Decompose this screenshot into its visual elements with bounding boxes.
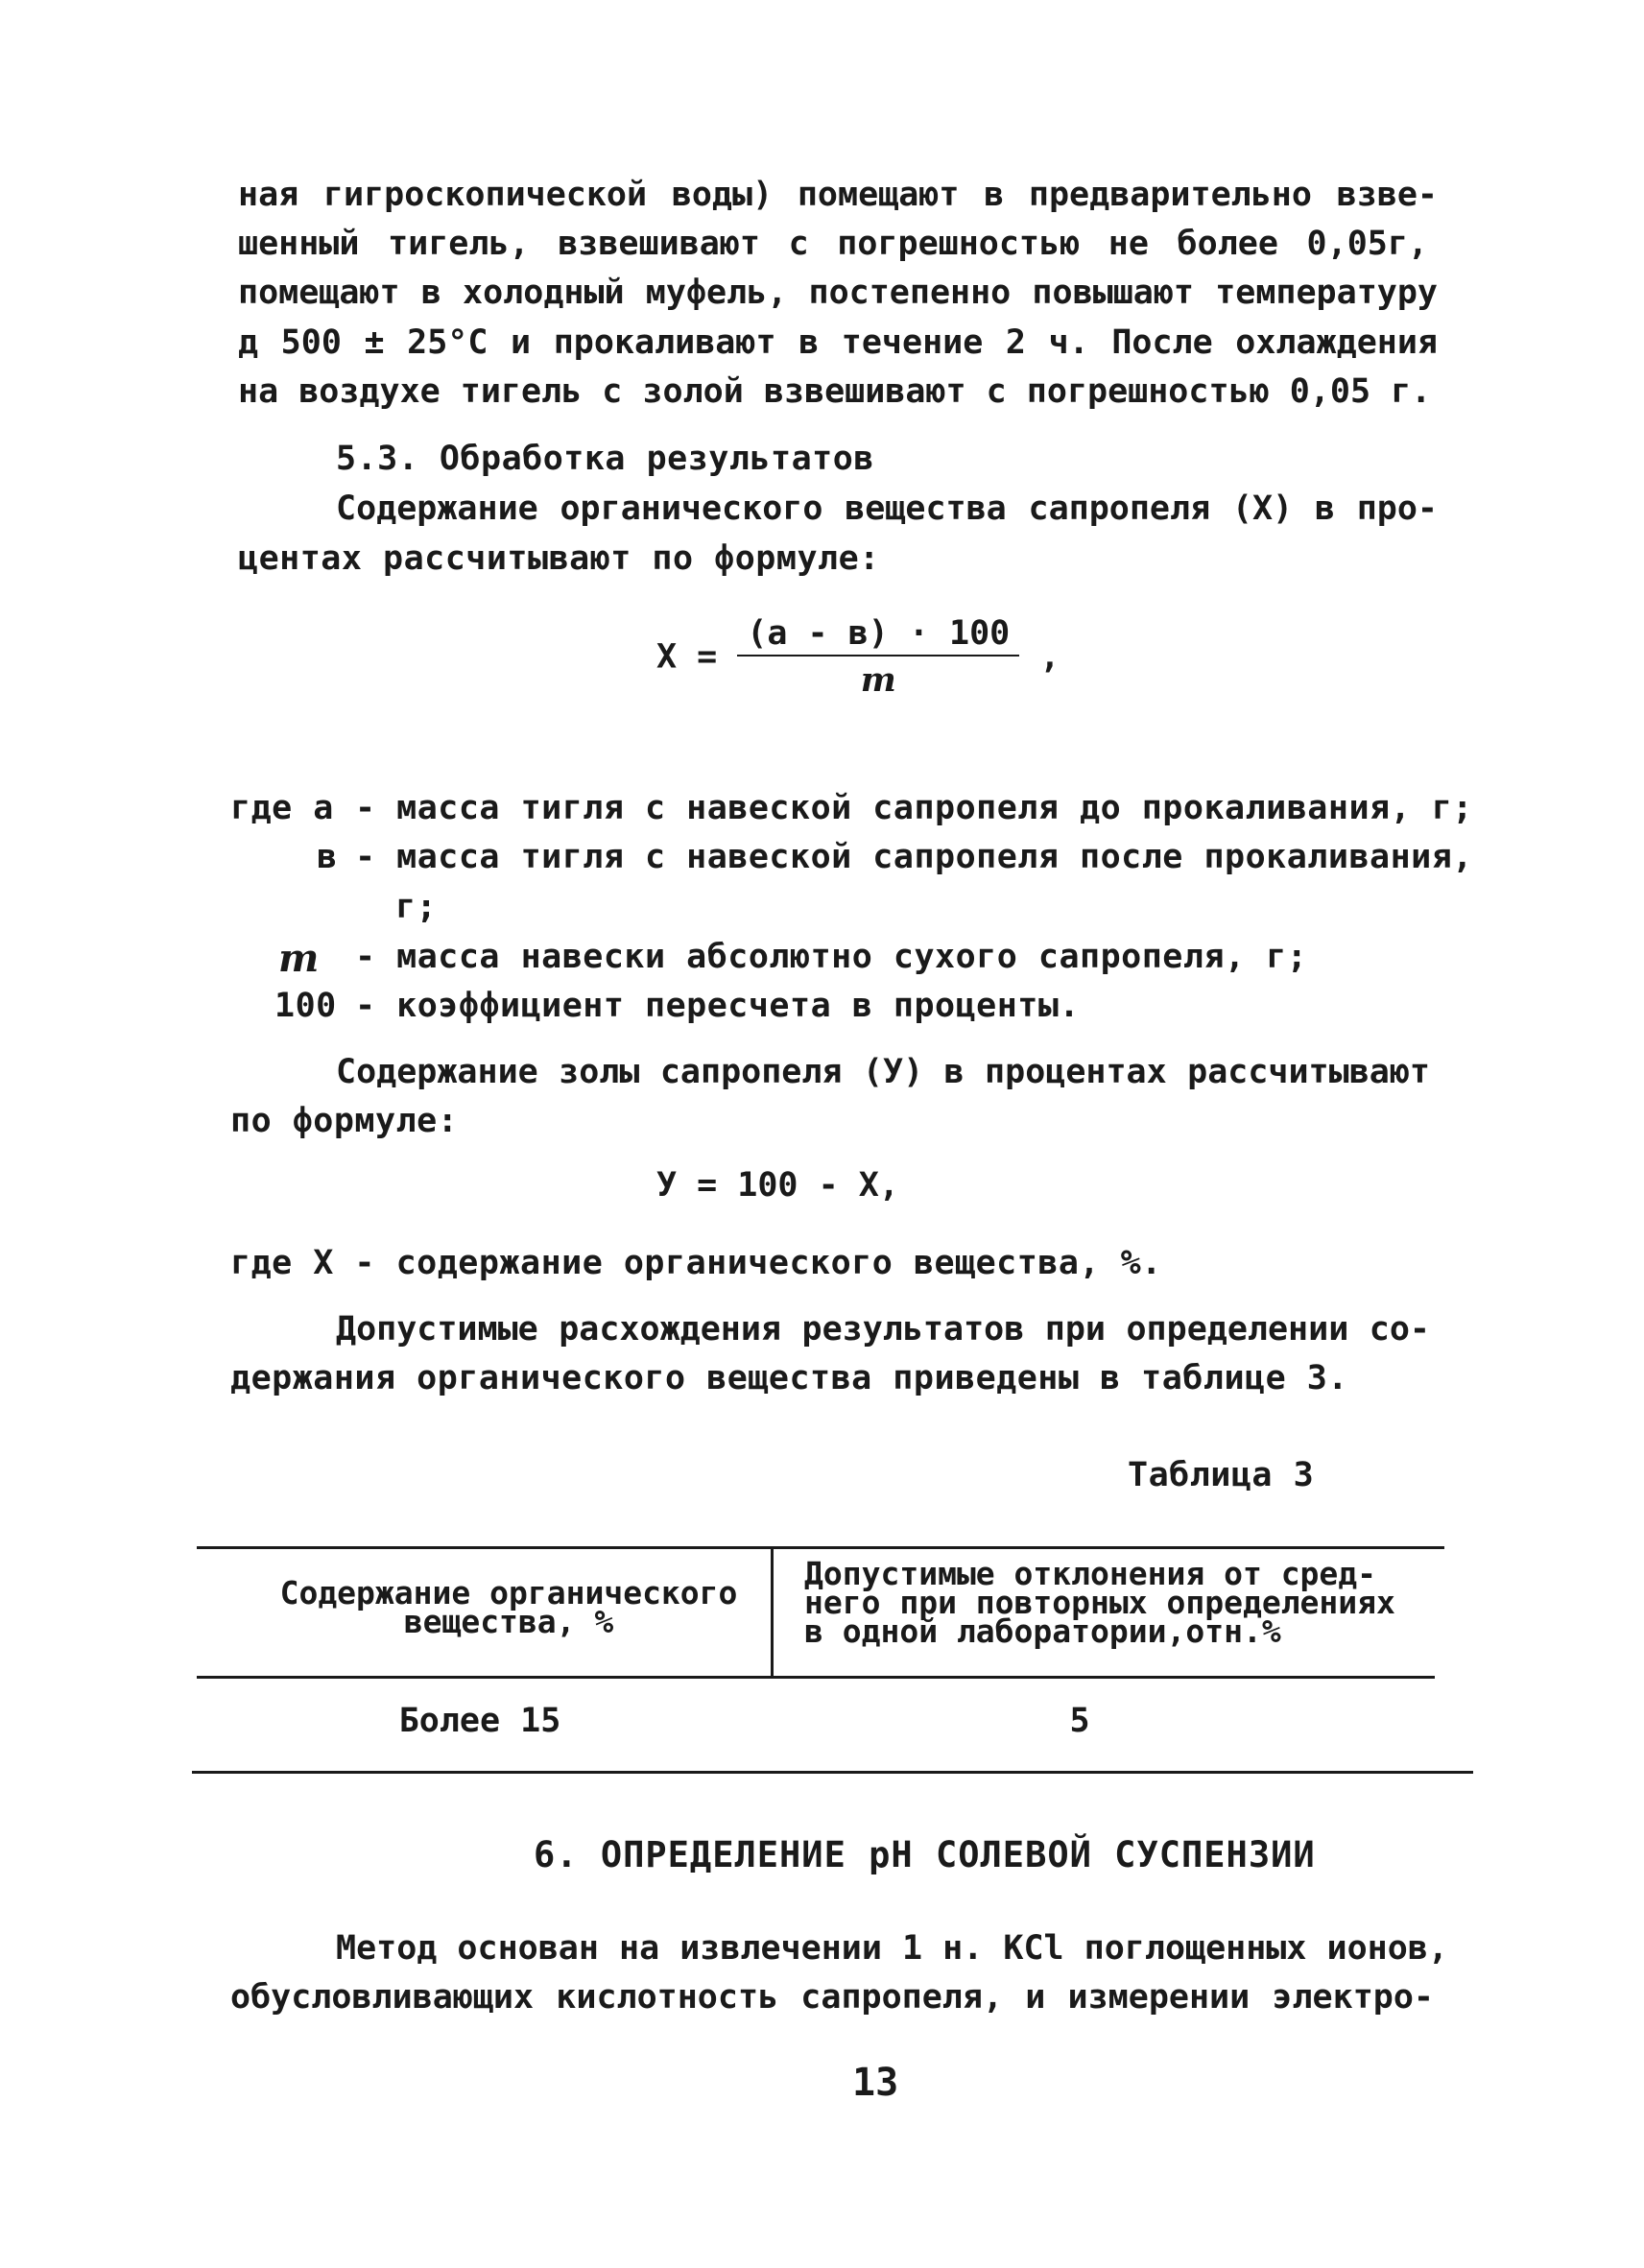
formula-ash-content: У = 100 - Х, [656, 1166, 899, 1205]
definition-text: - масса тигля с навеской сапропеля после прокаливания, [355, 838, 1473, 876]
table-header-cell: Допустимые отклонения от сред- него при повторных определениях в одной лаборатории,отн.% [804, 1555, 1395, 1650]
table-top-rule [197, 1546, 1444, 1549]
paragraph-line: на воздухе тигель с золой взвешивают с погрешностью 0,05 г. [238, 372, 1432, 411]
table-header-rule [197, 1676, 1435, 1679]
paragraph-line: шенный тигель, взвешивают с погрешностью не более 0,05г, [238, 225, 1428, 263]
paragraph-line: держания органического вещества приведены в таблице 3. [230, 1359, 1348, 1397]
paragraph-line: обусловливающих кислотность сапропеля, и измерении электро- [230, 1978, 1434, 2017]
section-heading: 5.3. Обработка результатов [336, 440, 874, 478]
paragraph-line: Содержание золы сапропеля (У) в процентах рассчитывают [336, 1053, 1430, 1091]
formula-numerator: (а - в) · 100 [737, 614, 1019, 657]
formula-fraction [737, 614, 1019, 700]
definition-symbol: где а [230, 789, 334, 827]
paragraph-line: помещают в холодный муфель, постепенно повышают температуру [238, 274, 1438, 312]
definition-text: где Х - содержание органического вещества, %. [230, 1244, 1162, 1282]
section-heading: 6. ОПРЕДЕЛЕНИЕ pH СОЛЕВОЙ СУСПЕНЗИИ [534, 1834, 1316, 1875]
definition-text: г; [395, 888, 438, 926]
formula-organic-content [656, 614, 1060, 700]
paragraph-line: Содержание органического вещества сапропеля (Х) в про- [336, 489, 1438, 528]
paragraph-line: по формуле: [230, 1102, 459, 1140]
definition-text: - масса тигля с навеской сапропеля до прокаливания, г; [355, 789, 1473, 827]
table-bottom-rule [192, 1771, 1473, 1774]
formula-denominator: m [860, 660, 896, 700]
paragraph-line: центах рассчитывают по формуле: [238, 539, 880, 578]
paragraph-line: д 500 ± 25°С и прокаливают в течение 2 ч. После охлаждения [238, 323, 1438, 362]
definition-symbol: 100 [274, 987, 337, 1025]
table-column-divider [771, 1546, 774, 1677]
definition-symbol: в [317, 838, 338, 876]
table-cell: 5 [1069, 1702, 1090, 1740]
table-header-cell: Содержание органического вещества, % [279, 1574, 738, 1640]
paragraph-line: Допустимые расхождения результатов при определении со- [336, 1310, 1430, 1349]
formula-trail: , [1039, 637, 1060, 677]
formula-lhs: Х = [656, 637, 718, 677]
table-caption: Таблица 3 [1128, 1456, 1315, 1494]
table-cell: Более 15 [398, 1702, 561, 1740]
page-number: 13 [852, 2061, 899, 2105]
paragraph-line: ная гигроскопической воды) помещают в предварительно взве- [238, 176, 1438, 214]
paragraph-line: Метод основан на извлечении 1 н. КСl поглощенных ионов, [336, 1929, 1448, 1968]
definition-symbol: m [278, 936, 320, 981]
definition-text: - коэффициент пересчета в проценты. [355, 987, 1081, 1025]
definition-text: - масса навески абсолютно сухого сапропеля, г; [355, 938, 1308, 976]
